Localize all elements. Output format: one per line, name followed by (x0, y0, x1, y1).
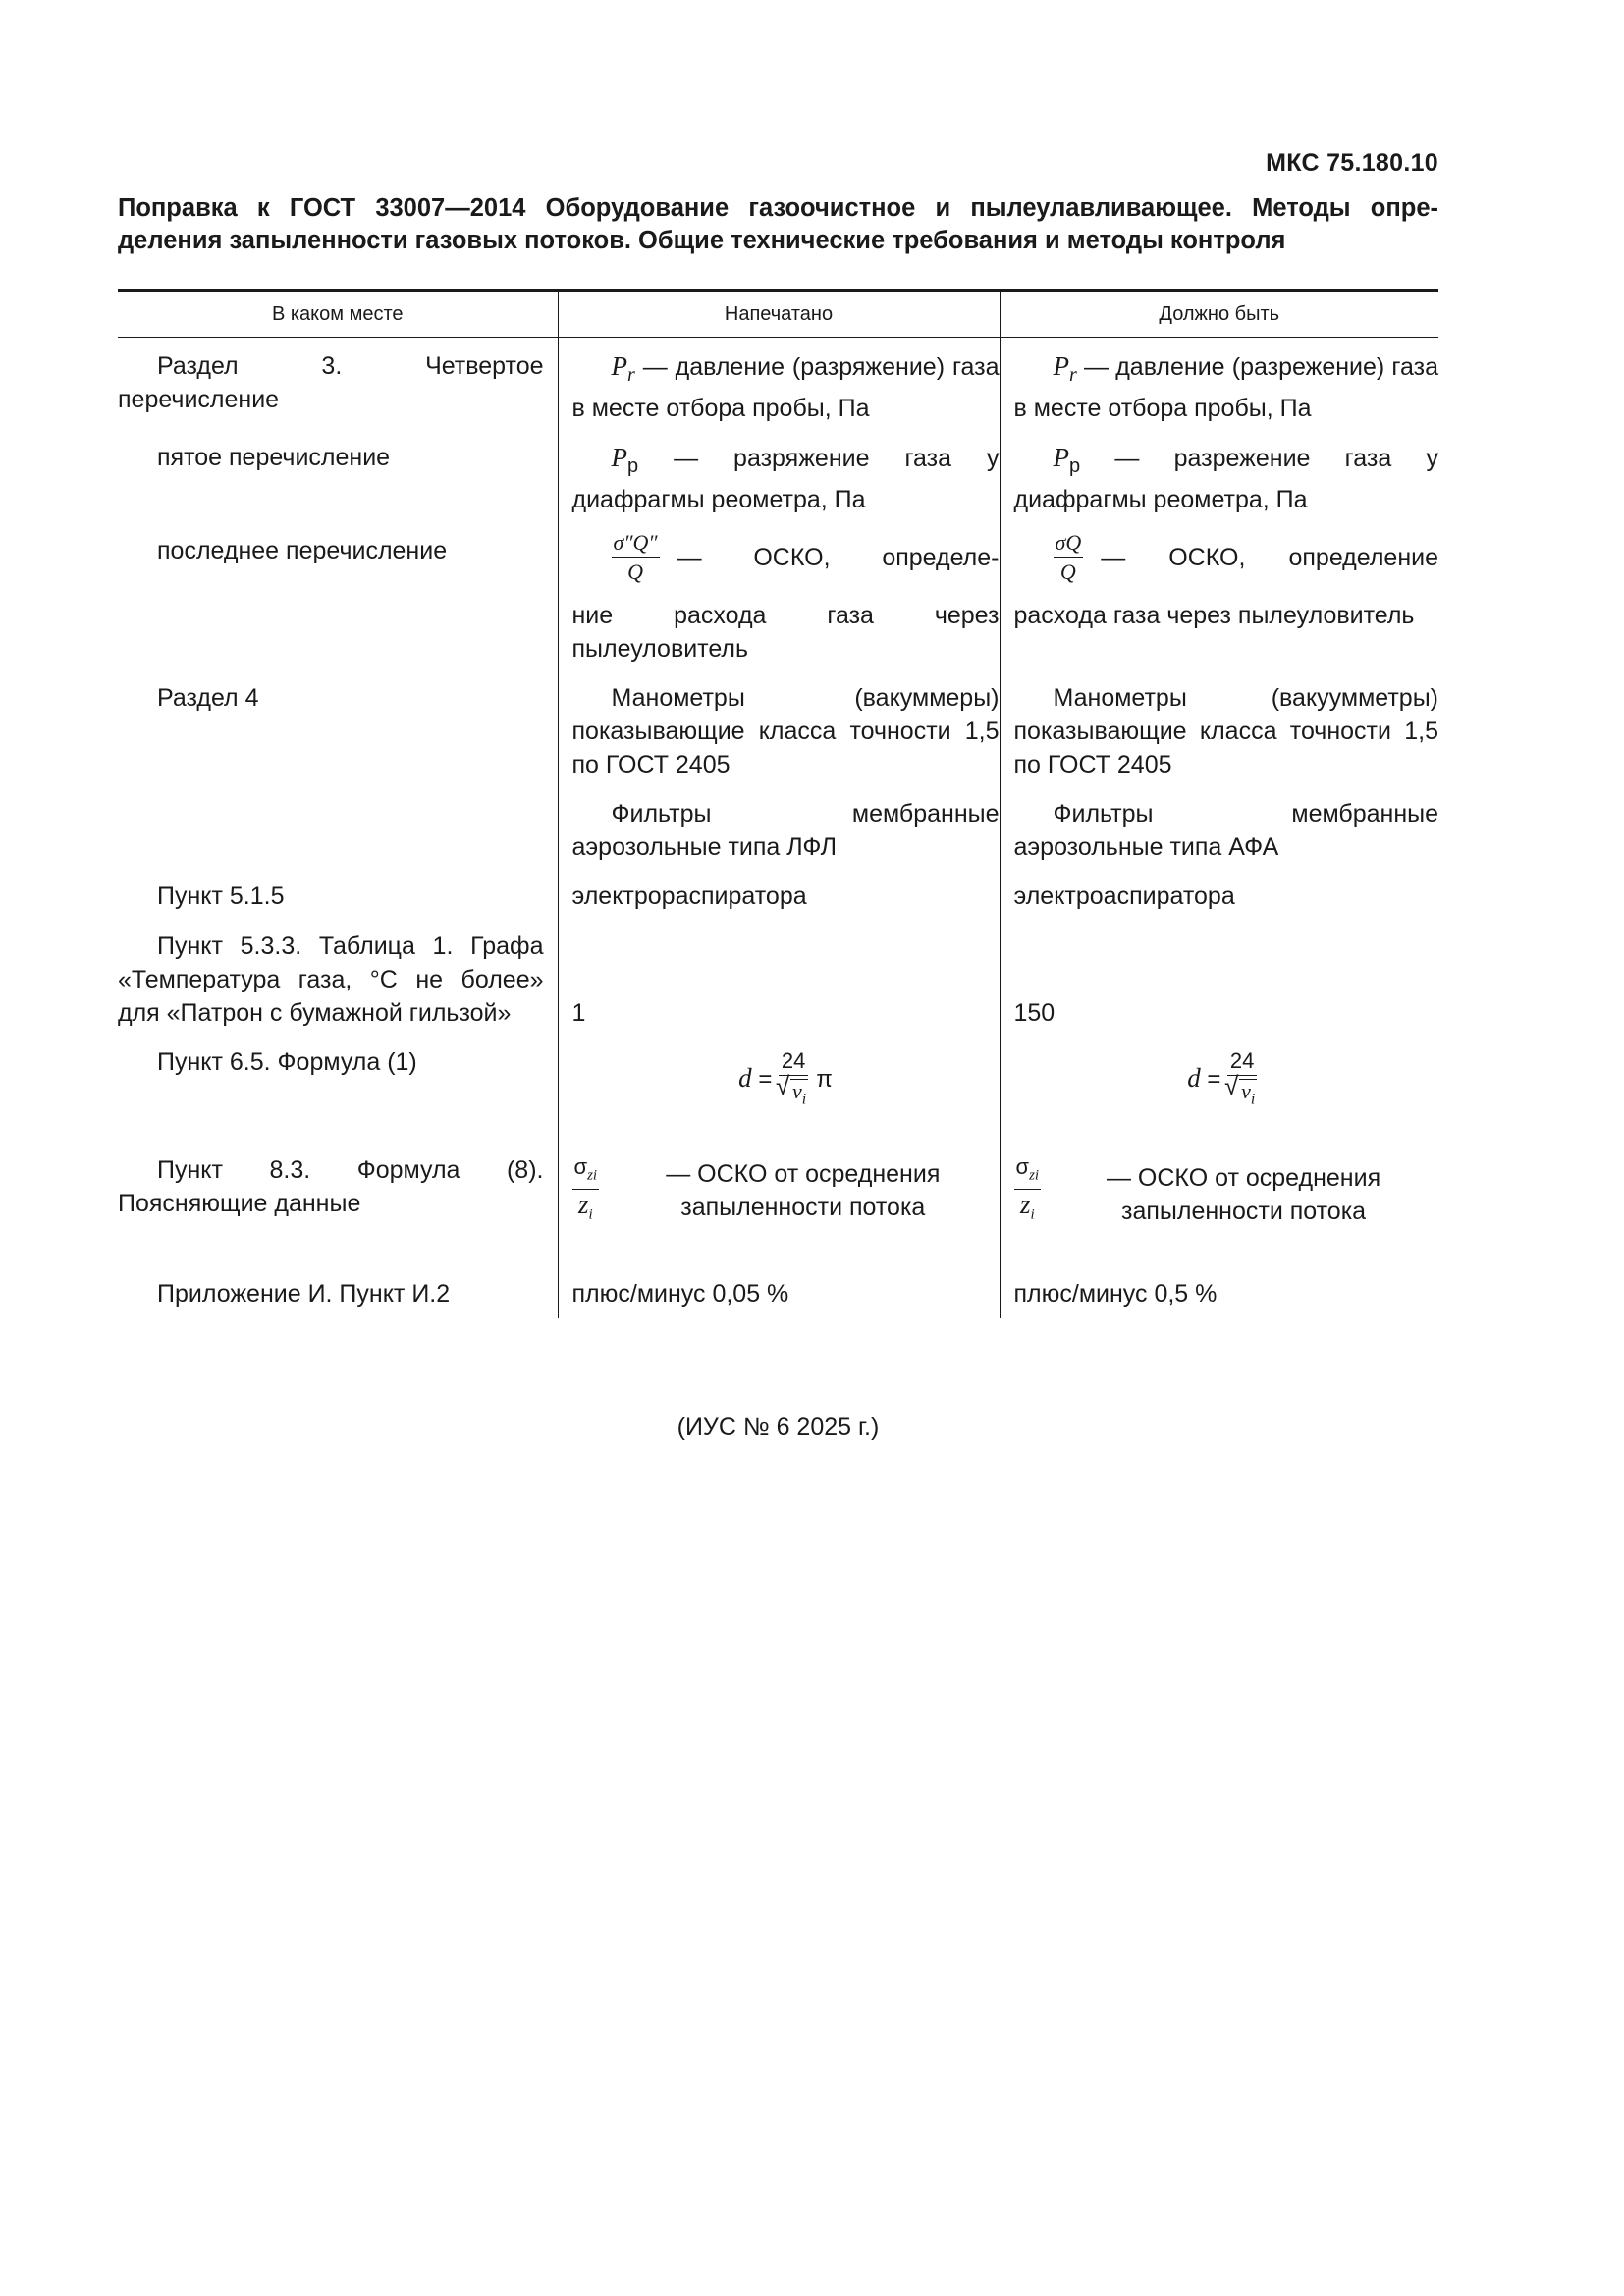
corrections-table (118, 289, 1438, 1318)
header-printed: Напечатано (558, 291, 1000, 338)
correct-cell: $\frac{\sigma_{zi}}{z_i}$ — ОСКО от осреднения запыленности потока (1015, 1154, 1381, 1225)
place-cell: Пункт 5.1.5 (157, 882, 285, 910)
table-row (118, 1263, 1438, 1318)
printed-cell: 1 (571, 999, 586, 1027)
correct-cell: $P_r$ — давление (разрежение) газа в месте отбора пробы, Па (1013, 351, 1438, 422)
header-place: В каком месте (118, 291, 558, 338)
correct-cell: $\frac{\sigma Q}{Q}$ — ОСКО, определение (1055, 530, 1438, 584)
printed-cell: электрораспиратора (571, 882, 807, 910)
place-cell: Раздел 3. Четвертое перечисление (118, 352, 544, 413)
table-row (118, 1030, 1438, 1136)
place-cell: последнее перечисление (157, 537, 448, 564)
table-row (118, 913, 1438, 1030)
printed-cell: Манометры (вакуммеры) показывающие класса точности 1,5 по ГОСТ 2405 (571, 684, 1000, 778)
table-row: Раздел 4 Манометры (вакуммеры) показывающие класса точности 1,5 по ГОСТ 2405 Фильтры мембранные аэрозольные типа ЛФЛ Манометры (вакуумметры) показывающие класса точности 1,5 по ГОСТ 2405 Фильтры мембранные аэрозольные типа АФА (118, 666, 1438, 864)
header-correct: Должно быть (1000, 291, 1438, 338)
document-title (118, 192, 1438, 257)
table-header-row (118, 291, 1438, 338)
correct-cell: $P_р$ — разрежение газа у диафрагмы реометра, Па (1013, 443, 1438, 513)
correct-cell: плюс/минус 0,5 % (1013, 1280, 1218, 1308)
footer-ius-reference: (ИУС № 6 2025 г.) (677, 1414, 880, 1441)
printed-formula: d = 24 √ $v_i$ π (572, 1049, 1000, 1111)
place-cell: пятое перечисление (157, 444, 391, 471)
table-row (118, 1136, 1438, 1263)
printed-cell: плюс/минус 0,05 % (571, 1280, 789, 1308)
table-row: последнее перечисление $\frac{\sigma''Q''}{Q}$ — ОСКО, определе- ние расхода газа через пылеуловитель $\frac{\sigma Q}{Q}$ — ОСКО, определение расхода газа через пылеуловитель (118, 516, 1438, 666)
correct-formula: d = 24 √ $v_i$ (1014, 1049, 1439, 1111)
table-row (118, 864, 1438, 913)
place-cell: Пункт 6.5. Формула (1) (157, 1048, 417, 1076)
table-row (118, 338, 1438, 426)
place-cell: Пункт 8.3. Формула (8). Поясняющие данные (118, 1156, 544, 1217)
printed-cell: $\frac{\sigma_{zi}}{z_i}$ — ОСКО от осреднения запыленности потока (573, 1154, 941, 1223)
fraction: $\frac{\sigma''Q''}{Q}$ (613, 530, 658, 584)
title-line-2: деления запыленности газовых потоков. Общие технические требования и методы контроля (118, 227, 1286, 254)
correct-cell: 150 (1013, 999, 1056, 1027)
printed-cell: $P_р$ — разряжение газа у диафрагмы реометра, Па (571, 443, 1000, 513)
table-row (118, 425, 1438, 516)
fraction: $\frac{\sigma Q}{Q}$ (1055, 530, 1082, 584)
printed-cell: $P_r$ — давление (разряжение) газа в месте отбора пробы, Па (571, 351, 1000, 422)
classification-code: МКС 75.180.10 (1266, 149, 1438, 177)
correct-cell: Манометры (вакуумметры) показывающие класса точности 1,5 по ГОСТ 2405 (1013, 684, 1438, 778)
title-line-1: Поправка к ГОСТ 33007—2014 Оборудование газоочистное и пылеулавливающее. Методы опре- (118, 194, 1438, 222)
place-cell: Пункт 5.3.3. Таблица 1. Графа «Температура газа, °С не более» для «Патрон с бумажной гильзой» (118, 933, 544, 1027)
place-cell: Раздел 4 (157, 684, 259, 712)
correct-cell: электроаспиратора (1013, 882, 1235, 910)
place-cell: Приложение И. Пункт И.2 (157, 1280, 451, 1308)
printed-cell: $\frac{\sigma''Q''}{Q}$ — ОСКО, определе- (613, 530, 1000, 584)
